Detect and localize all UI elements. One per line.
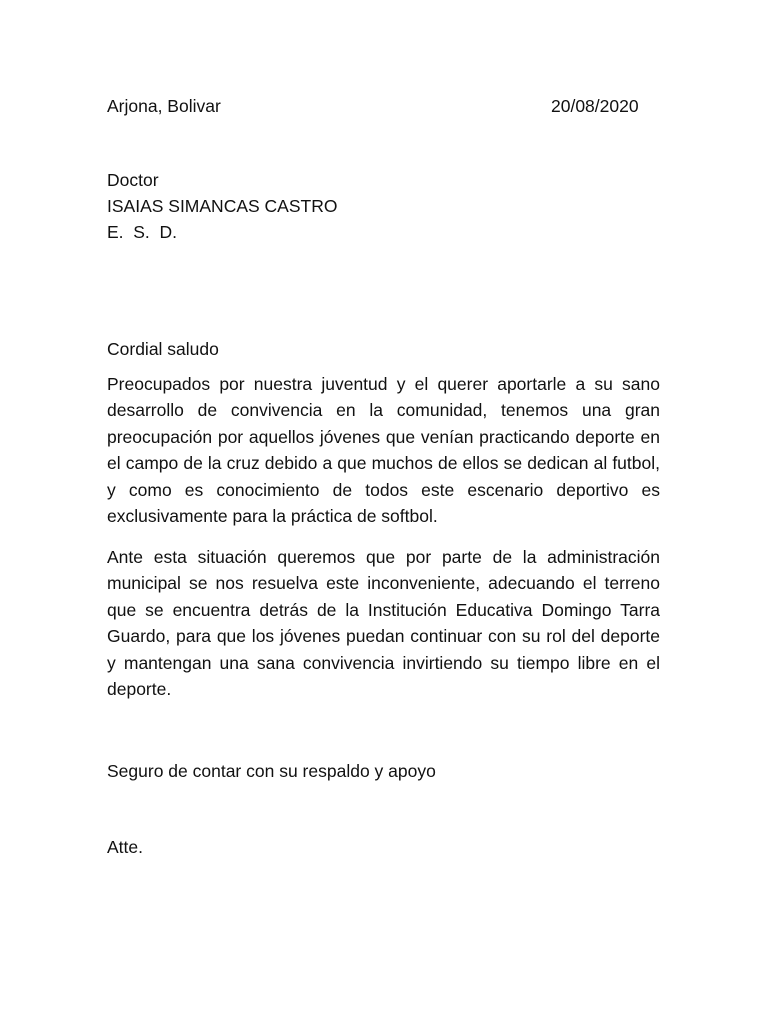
closing-line: Seguro de contar con su respaldo y apoyo bbox=[107, 761, 436, 781]
recipient-abbreviation: E. S. D. bbox=[107, 222, 178, 242]
recipient-block bbox=[107, 167, 337, 245]
letter-date: 20/08/2020 bbox=[551, 96, 639, 116]
body-paragraph-2: Ante esta situación queremos que por parte de la administración municipal se nos resuelva este inconveniente, adecuando el terreno que se encuentra detrás de la Institución Educativa Domingo Tarra Guardo, para que los jóvenes puedan continuar con su rol del deporte y mantengan una sana convivencia invirtiendo su tiempo libre en el deporte. bbox=[107, 547, 660, 700]
recipient-name: ISAIAS SIMANCAS CASTRO bbox=[107, 196, 338, 216]
signoff: Atte. bbox=[107, 837, 143, 857]
salutation: Cordial saludo bbox=[107, 339, 219, 359]
recipient-title: Doctor bbox=[107, 170, 159, 190]
letter-place: Arjona, Bolivar bbox=[107, 96, 221, 116]
body-paragraph-1: Preocupados por nuestra juventud y el querer aportarle a su sano desarrollo de convivencia en la comunidad, tenemos una gran preocupación por aquellos jóvenes que venían practicando deporte en el campo de la cruz debido a que muchos de ellos se dedican al futbol, y como es conocimiento de todos este escenario deportivo es exclusivamente para la práctica de softbol. bbox=[107, 374, 660, 527]
